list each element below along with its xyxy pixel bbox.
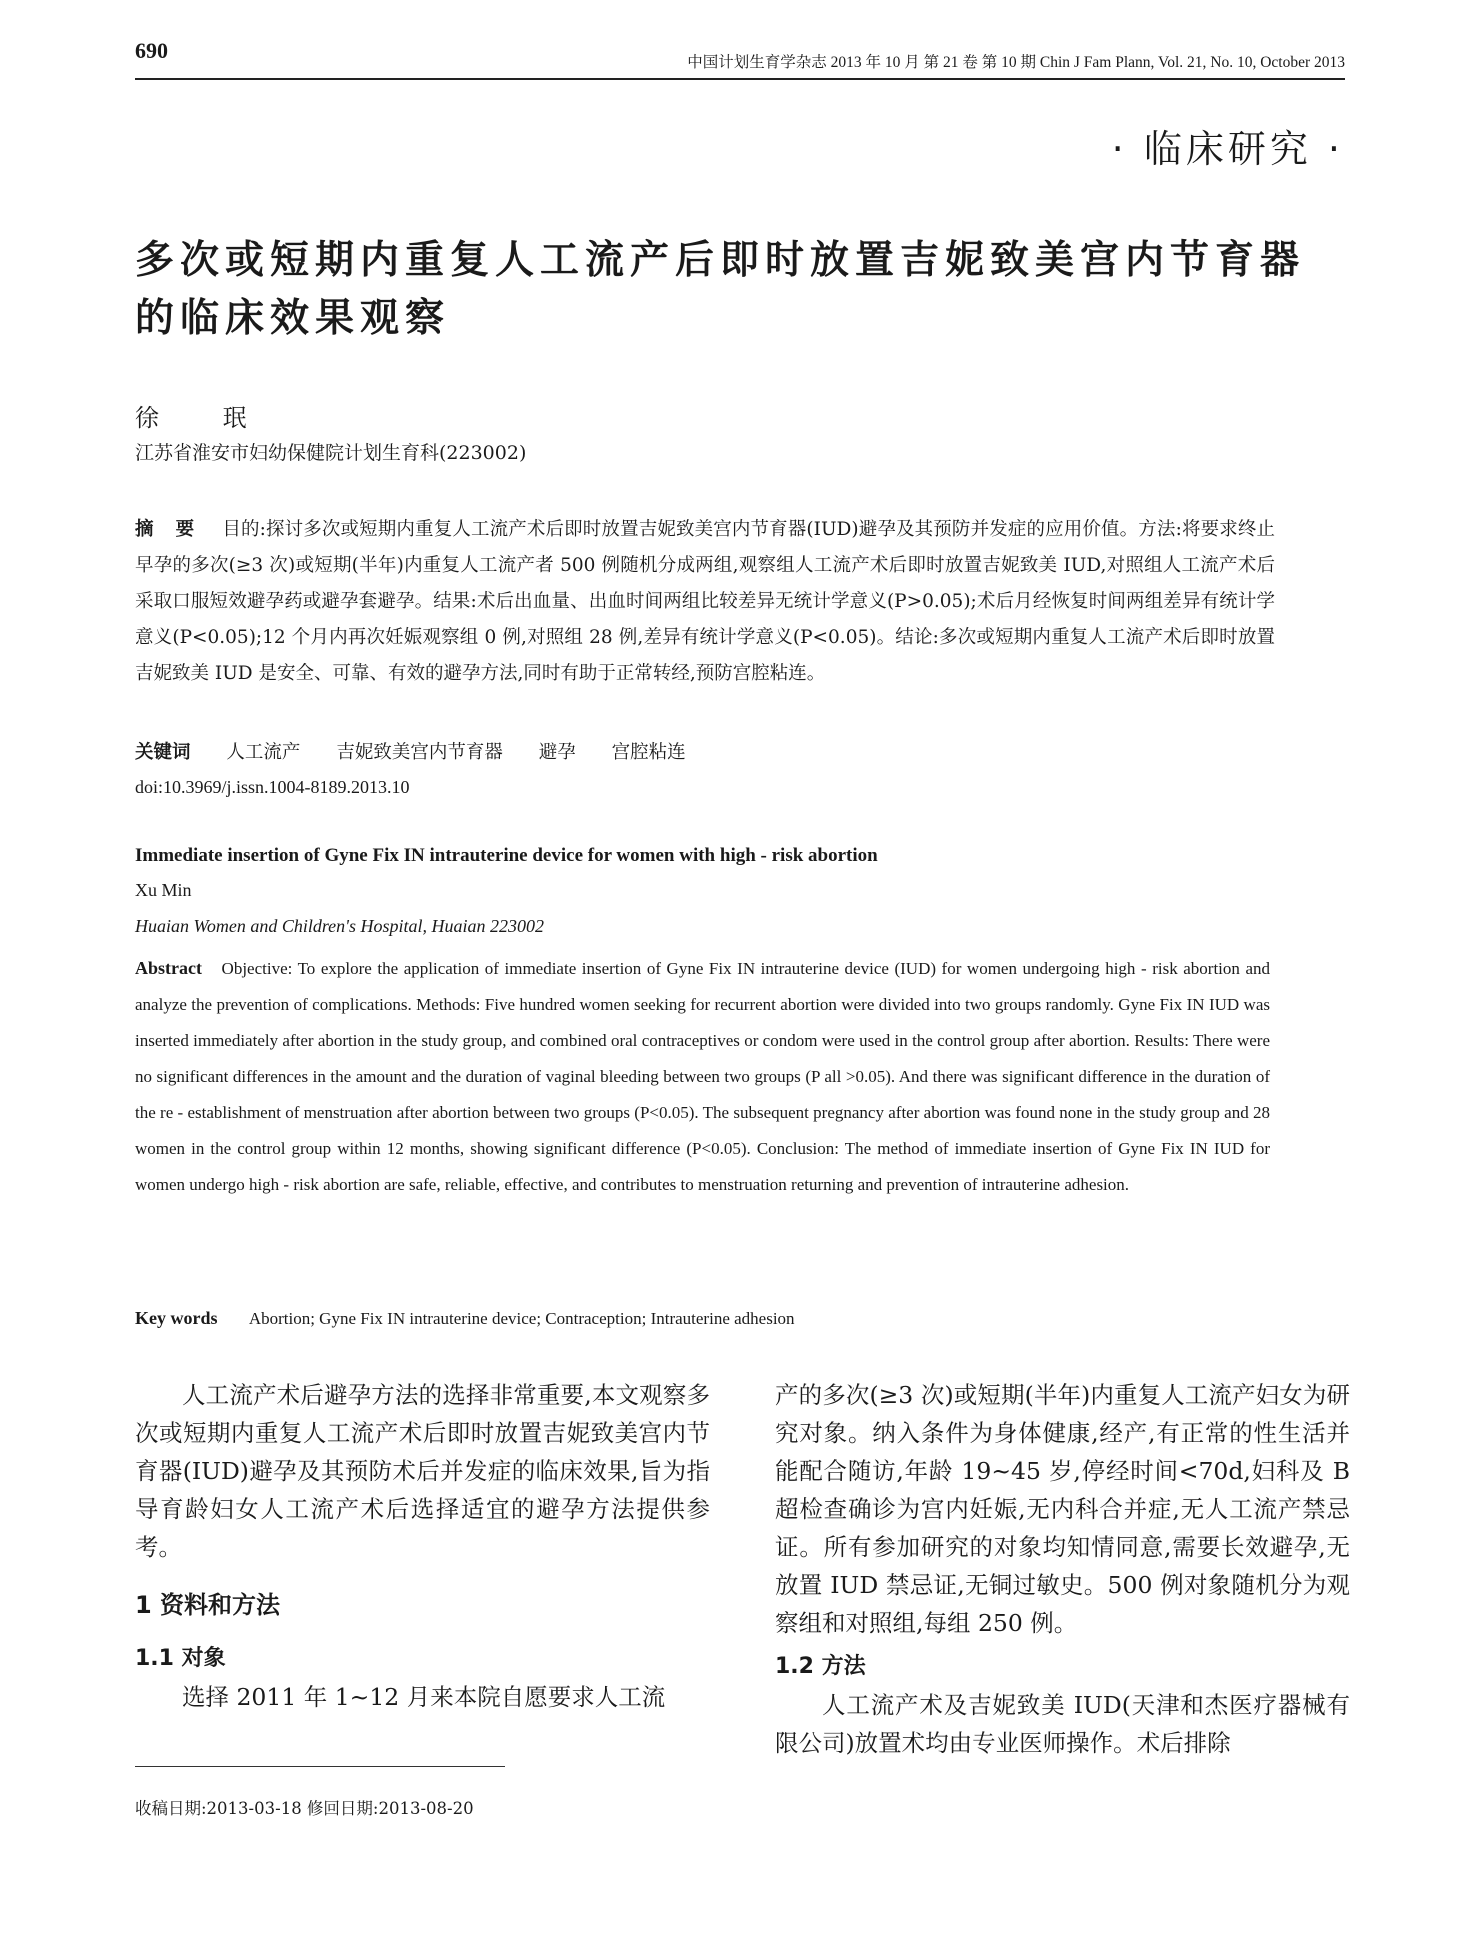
abstract-en-label: Abstract — [135, 958, 202, 978]
abstract-cn-text: 目的:探讨多次或短期内重复人工流产术后即时放置吉妮致美宫内节育器(IUD)避孕及其预防并发症的应用价值。方法:将要求终止早孕的多次(≥3 次)或短期(半年)内重复人工流产者 500 例随机分成两组,观察组人工流产术后即时放置吉妮致美 IUD,对照组人工流产术后采取口服短效避孕药或避孕套避孕。结果:术后出血量、出血时间两组比较差异无统计学意义(P>0.05);术后月经恢复时间两组差异有统计学意义(P<0.05);12 个月内再次妊娠观察组 0 例,对照组 28 例,差异有统计学意义(P<0.05)。结论:多次或短期内重复人工流产术后即时放置吉妮致美 IUD 是安全、可靠、有效的避孕方法,同时有助于正常转经,预防宫腔粘连。 — [135, 519, 1275, 684]
body-paragraph: 人工流产术及吉妮致美 IUD(天津和杰医疗器械有限公司)放置术均由专业医师操作。术后排除 — [775, 1691, 1350, 1757]
abstract-en — [135, 950, 1270, 1203]
running-header — [135, 38, 1345, 80]
keywords-cn — [135, 738, 716, 764]
author-name: 徐 珉 — [135, 404, 275, 432]
keywords-cn-label: 关键词 — [135, 742, 191, 763]
keyword-cn: 吉妮致美宫内节育器 — [336, 742, 503, 763]
author-affiliation: 江苏省淮安市妇幼保健院计划生育科(223002) — [135, 442, 527, 464]
subsection-heading: 1.2 方法 — [775, 1654, 866, 1679]
received-dates-footnote: 收稿日期:2013-03-18 修回日期:2013-08-20 — [135, 1799, 474, 1818]
body-column-right — [775, 1376, 1350, 1762]
journal-citation: 中国计划生育学杂志 2013 年 10 月 第 21 卷 第 10 期 Chin J Fam Plann, Vol. 21, No. 10, October 2013 — [687, 54, 1345, 71]
abstract-cn — [135, 512, 1275, 692]
keyword-cn: 人工流产 — [226, 742, 301, 763]
abstract-cn-label: 摘要 — [135, 519, 217, 540]
body-paragraph: 产的多次(≥3 次)或短期(半年)内重复人工流产妇女为研究对象。纳入条件为身体健康,经产,有正常的性生活并能配合随访,年龄 19~45 岁,停经时间<70d,妇科及 B 超检查确诊为宫内妊娠,无内科合并症,无人工流产禁忌证。所有参加研究的对象均知情同意,需要长效避孕,无放置 IUD 禁忌证,无铜过敏史。500 例对象随机分为观察组和对照组,每组 250 例。 — [775, 1381, 1350, 1637]
section-heading: 1 资料和方法 — [135, 1591, 281, 1619]
keywords-en-text: Abortion; Gyne Fix IN intrauterine device; Contraception; Intrauterine adhesion — [248, 1309, 795, 1328]
abstract-en-text: Objective: To explore the application of immediate insertion of Gyne Fix IN intrauterine device (IUD) for women undergoing high - risk abortion and analyze the prevention of complications. Methods: Five hundred women seeking for recurrent abortion were divided into two groups randomly. Gyne Fix IN IUD was inserted immediately after abortion in the study group, and combined oral contraceptives or condom were used in the control group after abortion. Results: There were no significant differences in the amount and the duration of vaginal bleeding between two groups (P all >0.05). And there was significant difference in the duration of the re - establishment of menstruation after abortion between two groups (P<0.05). The subsequent pregnancy after abortion was found none in the study group and 28 women in the control group within 12 months, showing significant difference (P<0.05). Conclusion: The method of immediate insertion of Gyne Fix IN IUD for women undergo high - risk abortion are safe, reliable, effective, and contributes to menstruation returning and prevention of intrauterine adhesion. — [135, 959, 1271, 1194]
intro-paragraph: 人工流产术后避孕方法的选择非常重要,本文观察多次或短期内重复人工流产术后即时放置吉妮致美宫内节育器(IUD)避孕及其预防术后并发症的临床效果,旨为指导育龄妇女人工流产术后选择适宜的避孕方法提供参考。 — [135, 1381, 710, 1561]
body-paragraph: 选择 2011 年 1~12 月来本院自愿要求人工流 — [182, 1683, 666, 1711]
keyword-cn: 避孕 — [538, 742, 576, 763]
body-column-left — [135, 1376, 710, 1716]
english-author: Xu Min — [135, 880, 192, 900]
subsection-heading: 1.1 对象 — [135, 1646, 226, 1671]
page-number: 690 — [135, 38, 168, 63]
english-title: Immediate insertion of Gyne Fix IN intrauterine device for women with high - risk abortion — [135, 845, 878, 866]
paper-title: 多次或短期内重复人工流产后即时放置吉妮致美宫内节育器的临床效果观察 — [135, 238, 1306, 341]
section-tag: · 临床研究 · — [1111, 127, 1344, 171]
doi: doi:10.3969/j.issn.1004-8189.2013.10 — [135, 777, 410, 797]
keywords-en-label: Key words — [135, 1308, 218, 1328]
english-affiliation: Huaian Women and Children's Hospital, Huaian 223002 — [135, 916, 545, 936]
keyword-cn: 宫腔粘连 — [611, 742, 686, 763]
keywords-en — [135, 1308, 795, 1329]
footnote-divider — [135, 1766, 505, 1767]
